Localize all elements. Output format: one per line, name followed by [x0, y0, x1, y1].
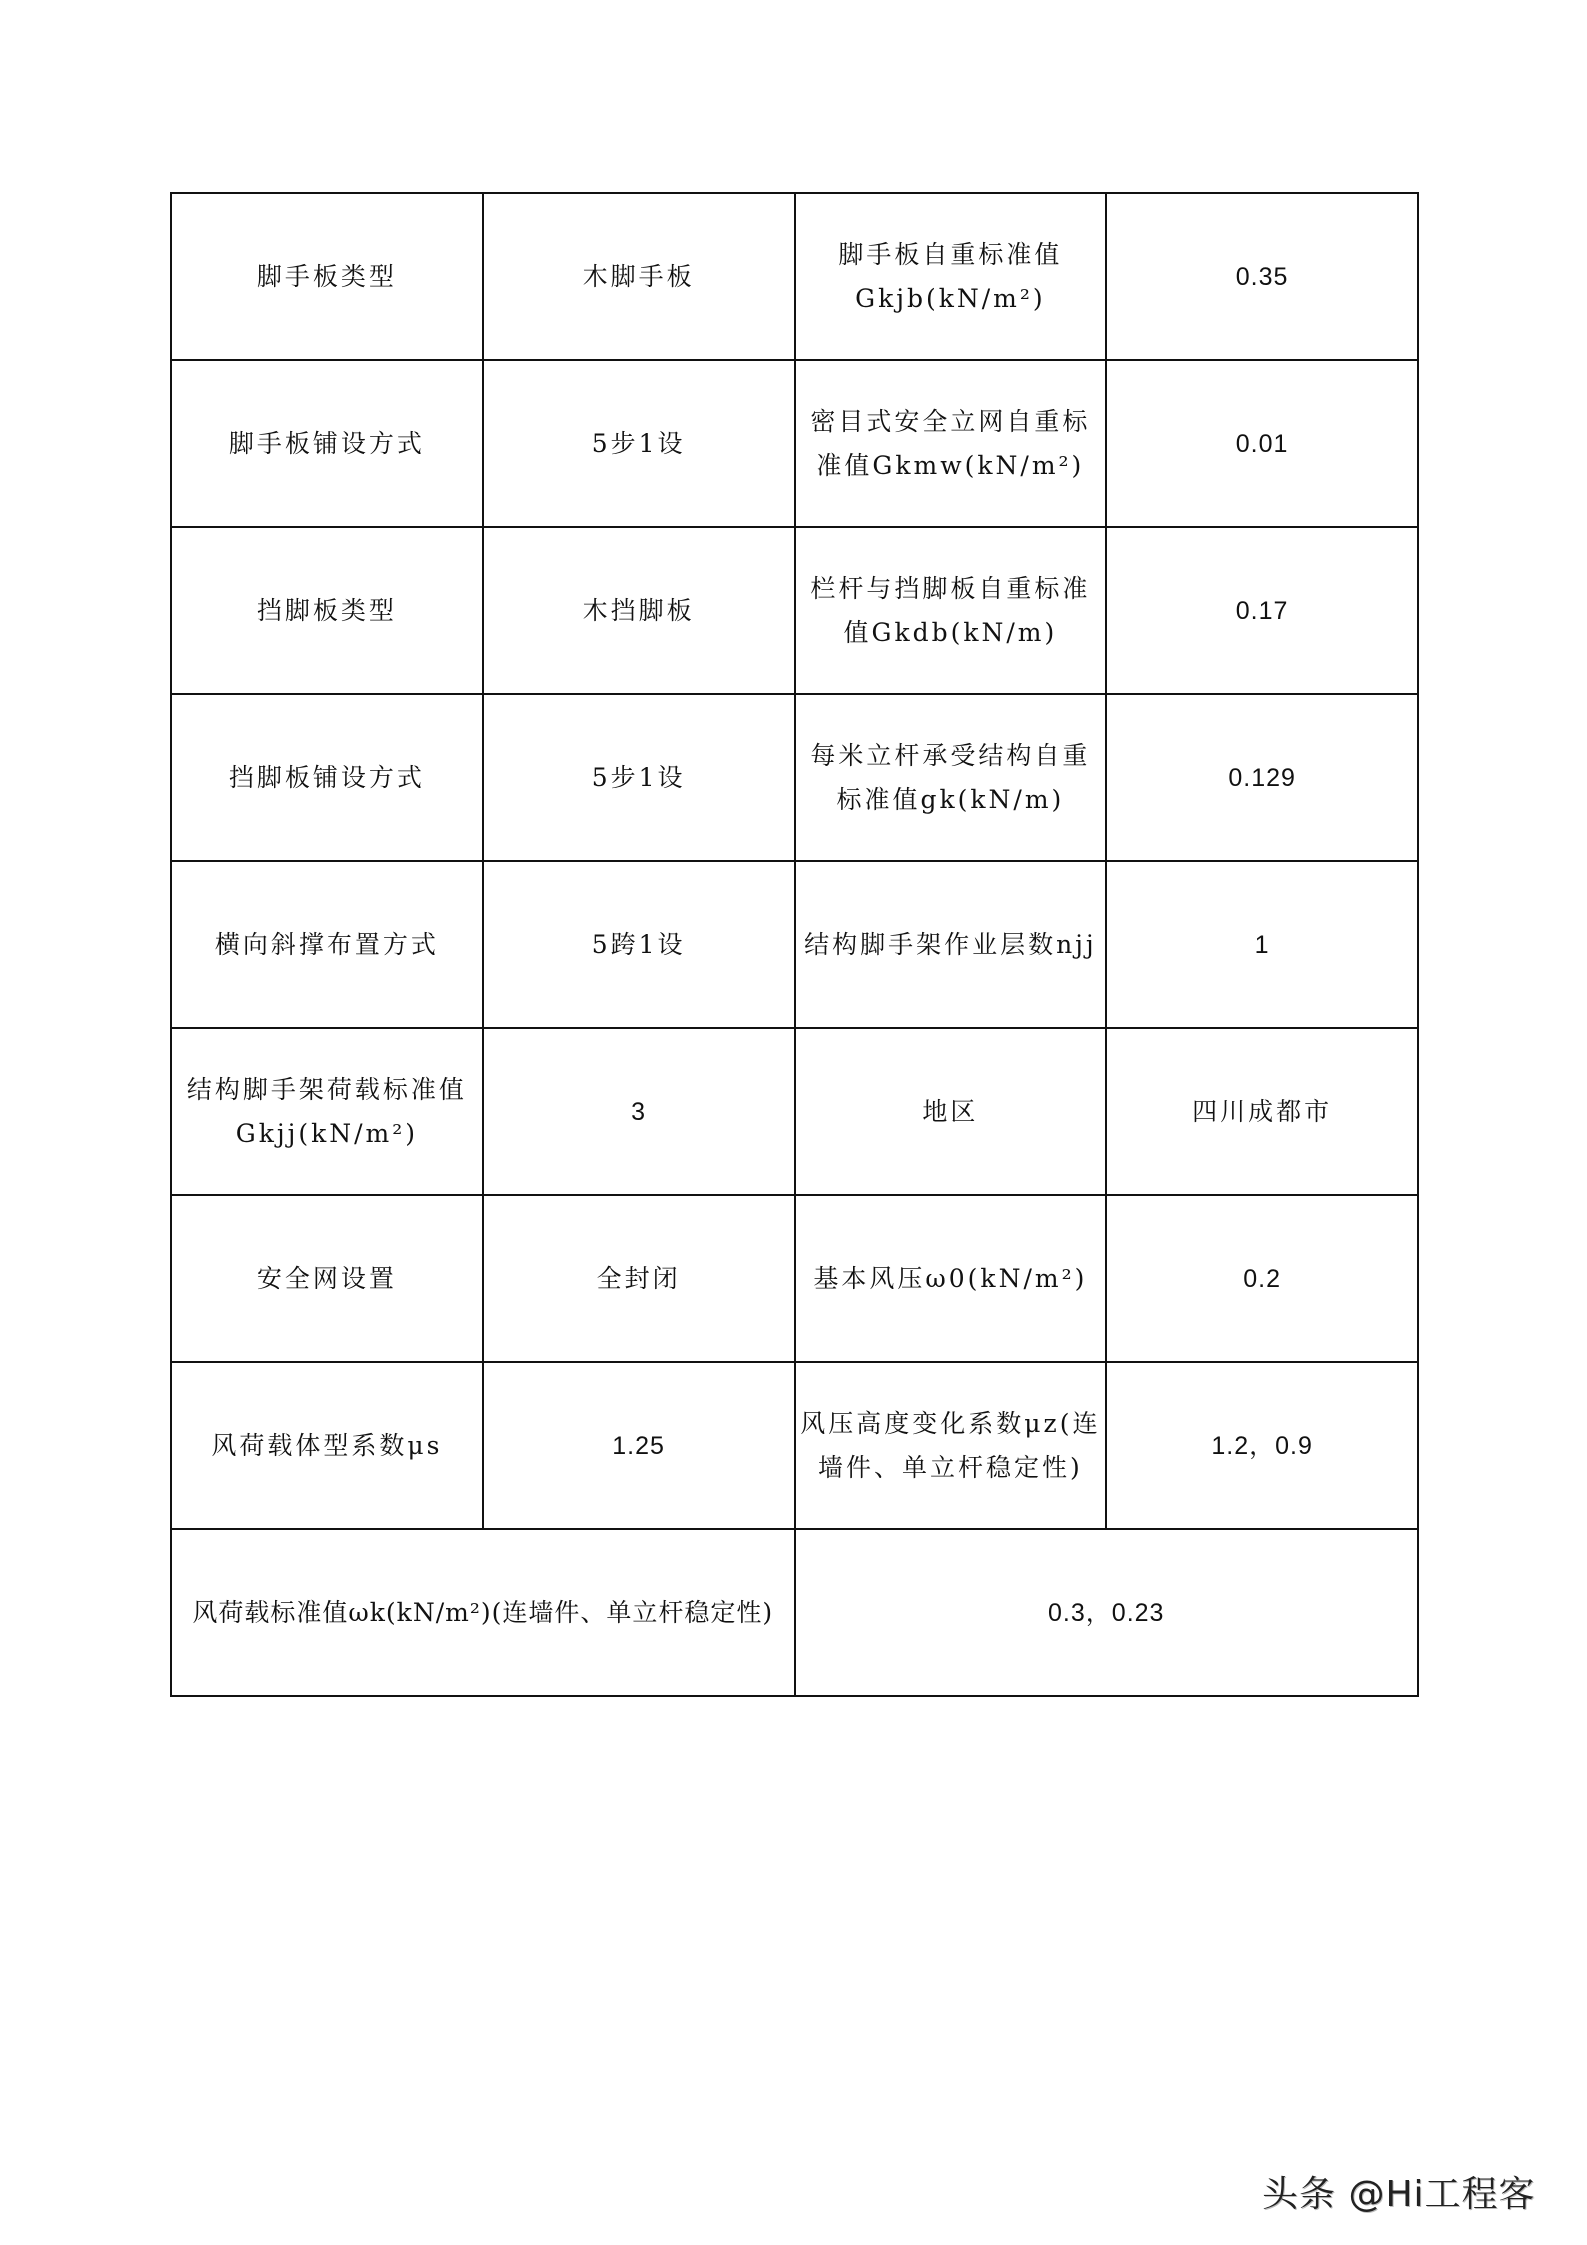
param-label: 脚手板自重标准值Gkjb(kN/m²) [795, 193, 1107, 360]
param-value: 四川成都市 [1106, 1028, 1418, 1195]
param-value: 3 [483, 1028, 795, 1195]
param-value: 0.129 [1106, 694, 1418, 861]
param-value: 0.35 [1106, 193, 1418, 360]
param-value: 木脚手板 [483, 193, 795, 360]
parameter-table-container [170, 192, 1417, 1697]
param-value: 0.2 [1106, 1195, 1418, 1362]
table-row [171, 360, 1418, 527]
watermark: 头条 @Hi工程客 [1262, 2174, 1536, 2215]
param-value: 5步1设 [483, 694, 795, 861]
param-value: 1.25 [483, 1362, 795, 1529]
param-label: 结构脚手架荷载标准值Gkjj(kN/m²) [171, 1028, 483, 1195]
param-value: 0.17 [1106, 527, 1418, 694]
param-value: 1 [1106, 861, 1418, 1028]
param-label: 栏杆与挡脚板自重标准值Gkdb(kN/m) [795, 527, 1107, 694]
table-row-wind-load [171, 1529, 1418, 1696]
param-value: 1.2，0.9 [1106, 1362, 1418, 1529]
table-row [171, 861, 1418, 1028]
param-label: 结构脚手架作业层数njj [795, 861, 1107, 1028]
param-label: 安全网设置 [171, 1195, 483, 1362]
param-label: 挡脚板类型 [171, 527, 483, 694]
param-label: 脚手板类型 [171, 193, 483, 360]
param-value: 0.01 [1106, 360, 1418, 527]
param-label: 脚手板铺设方式 [171, 360, 483, 527]
param-value: 木挡脚板 [483, 527, 795, 694]
param-label: 每米立杆承受结构自重标准值gk(kN/m) [795, 694, 1107, 861]
param-label: 地区 [795, 1028, 1107, 1195]
table-row [171, 694, 1418, 861]
table-row [171, 1028, 1418, 1195]
param-label: 挡脚板铺设方式 [171, 694, 483, 861]
param-value: 5步1设 [483, 360, 795, 527]
table-row [171, 1195, 1418, 1362]
param-value: 0.3，0.23 [795, 1529, 1419, 1696]
param-label: 密目式安全立网自重标准值Gkmw(kN/m²) [795, 360, 1107, 527]
param-label: 横向斜撑布置方式 [171, 861, 483, 1028]
table-row [171, 527, 1418, 694]
scaffold-parameter-table [170, 192, 1419, 1697]
table-row [171, 1362, 1418, 1529]
param-value: 全封闭 [483, 1195, 795, 1362]
param-value: 5跨1设 [483, 861, 795, 1028]
param-label: 基本风压ω0(kN/m²) [795, 1195, 1107, 1362]
param-label: 风压高度变化系数μz(连墙件、单立杆稳定性) [795, 1362, 1107, 1529]
table-row [171, 193, 1418, 360]
param-label: 风荷载标准值ωk(kN/m²)(连墙件、单立杆稳定性) [171, 1529, 795, 1696]
param-label: 风荷载体型系数μs [171, 1362, 483, 1529]
